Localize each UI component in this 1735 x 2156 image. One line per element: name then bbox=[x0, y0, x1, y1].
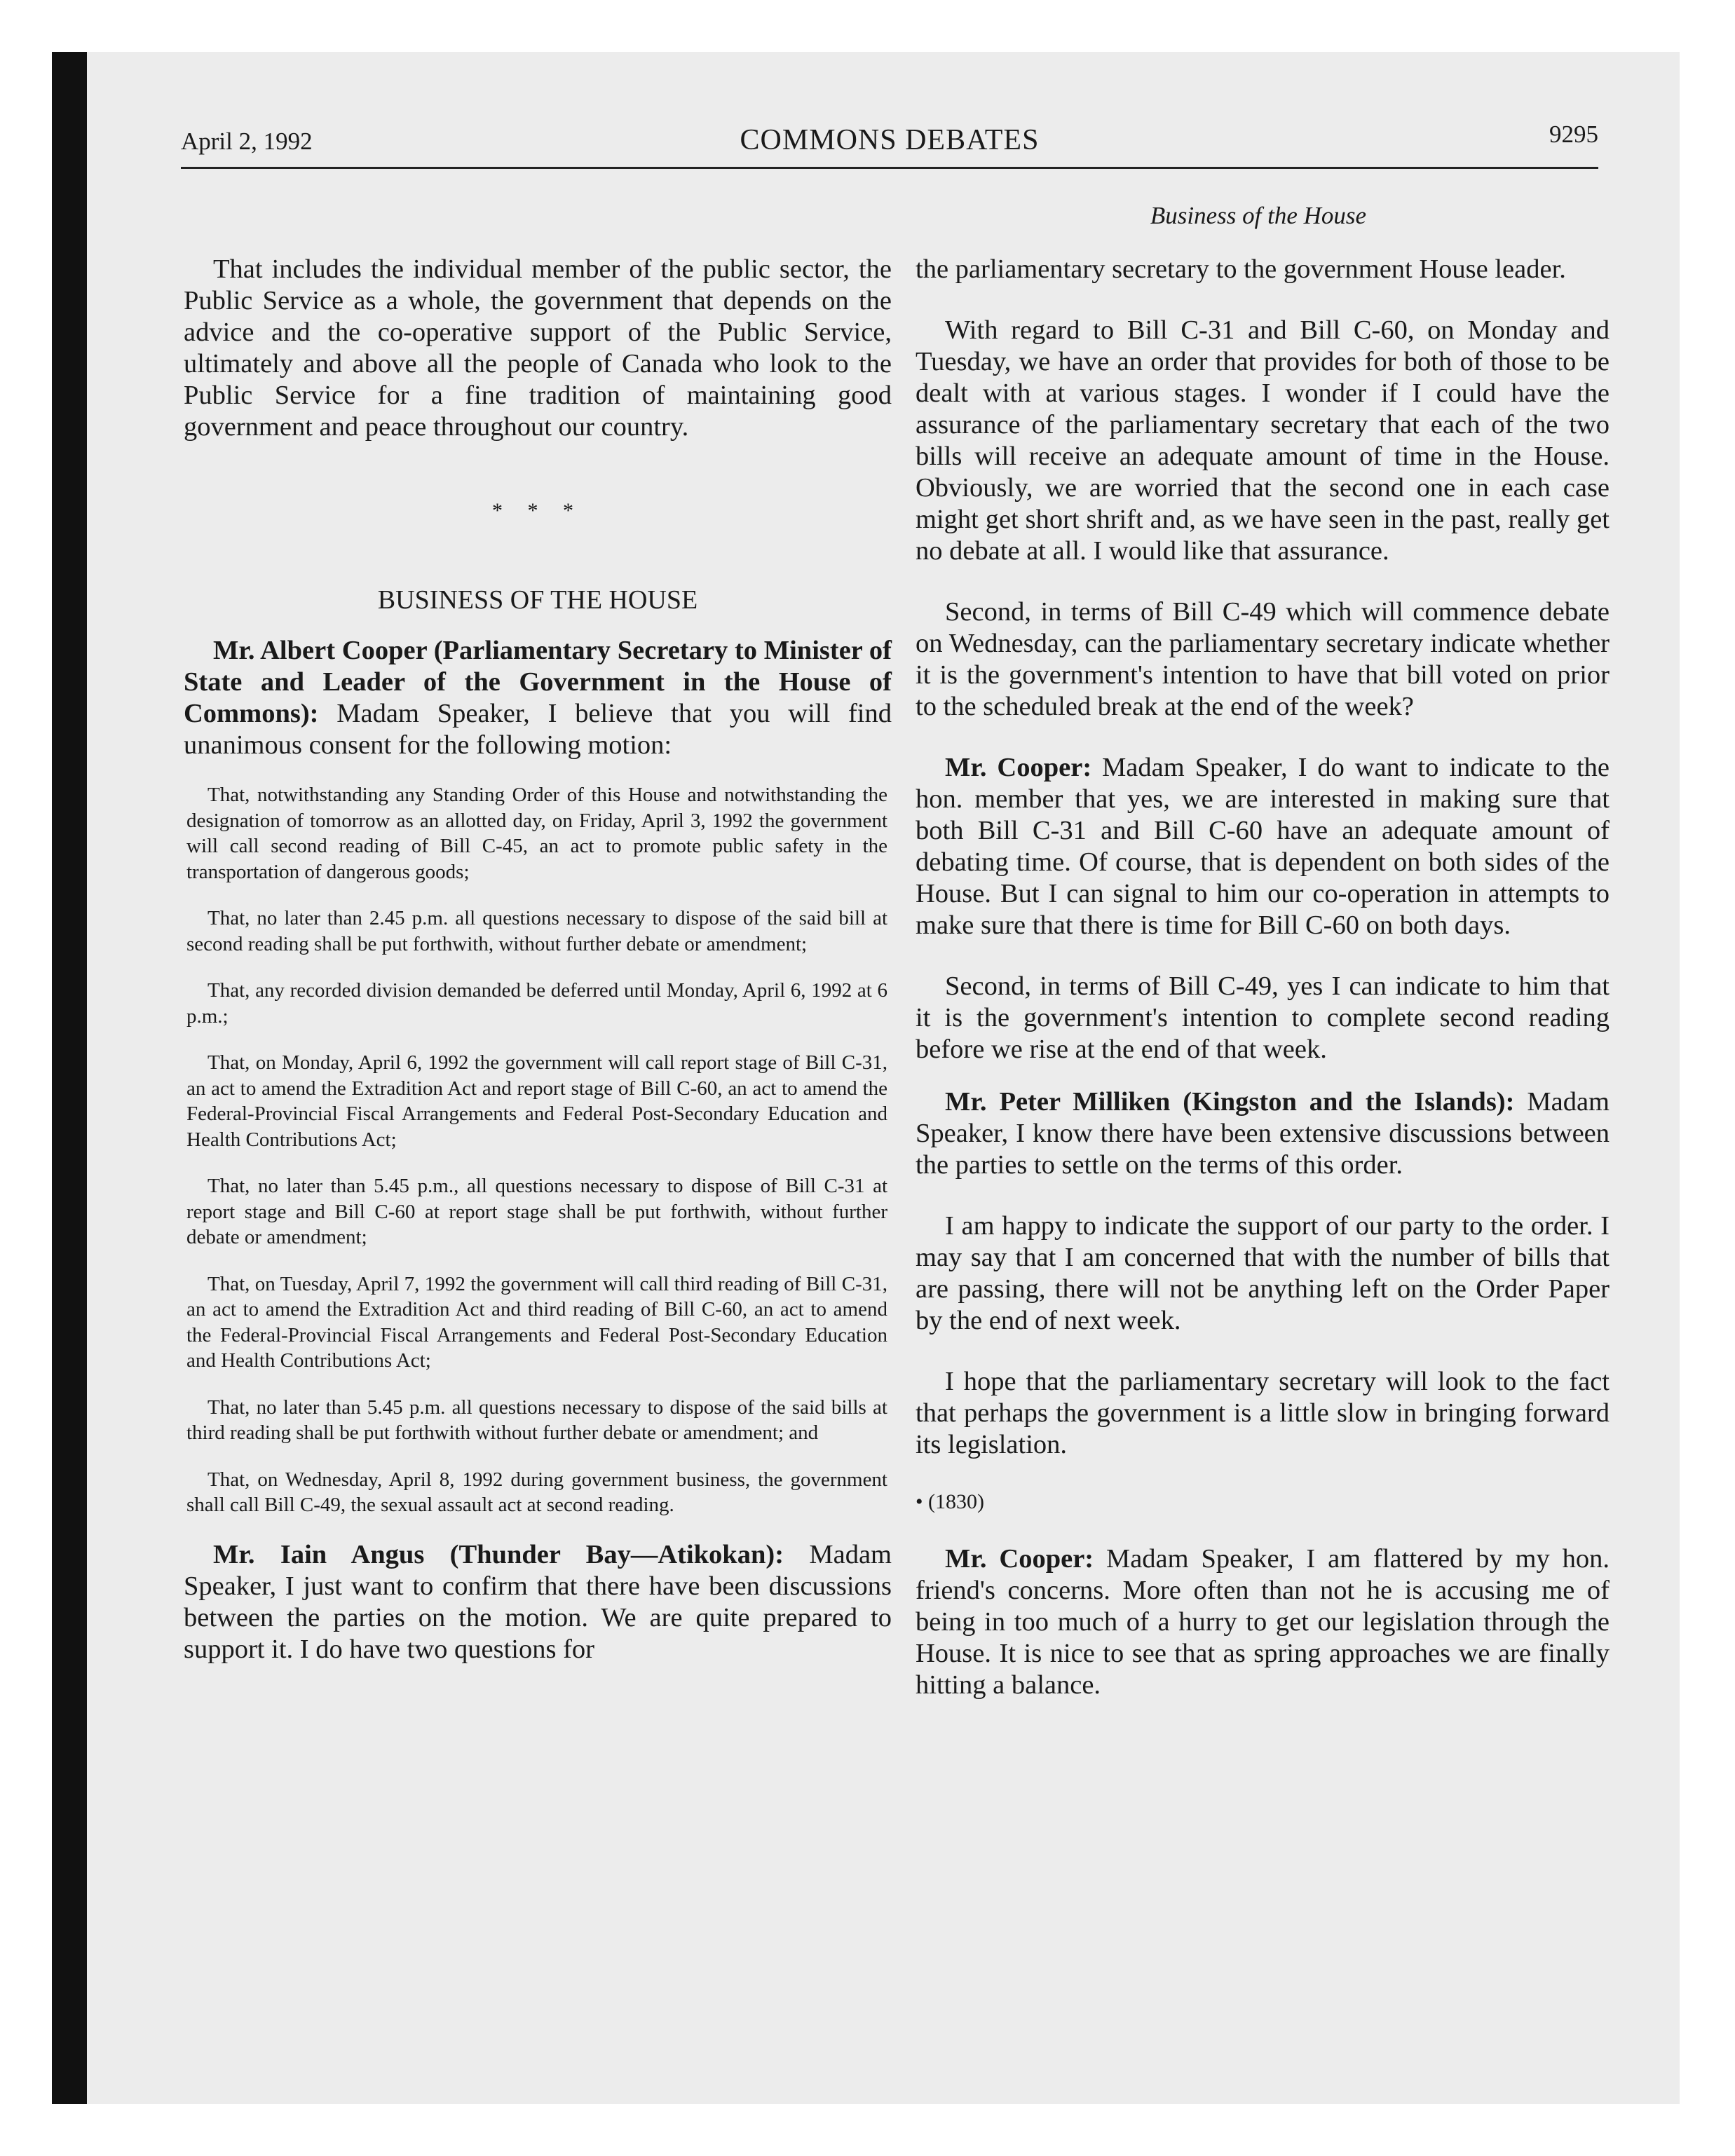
right-column bbox=[916, 254, 1610, 1701]
header-title: COMMONS DEBATES bbox=[740, 124, 1040, 156]
milliken-paragraph-3: I hope that the parliamentary secretary will look to the fact that perhaps the government is a little slow in bringing forward its legislation. bbox=[916, 1367, 1610, 1459]
motion-clause: That, on Wednesday, April 8, 1992 during government business, the government shall call Bill C-49, the sexual assault act at second reading. bbox=[186, 1468, 887, 1516]
angus-intervention bbox=[184, 1539, 892, 1665]
section-separator: * * * bbox=[492, 499, 583, 522]
header-rule bbox=[181, 167, 1598, 169]
header-date: April 2, 1992 bbox=[181, 128, 313, 155]
scan-black-margin bbox=[52, 52, 87, 2104]
motion-clause: That, no later than 5.45 p.m. all questions necessary to dispose of the said bills at third reading shall be put forthwith without further debate or amendment; and bbox=[186, 1396, 887, 1444]
angus-paragraph-3: Second, in terms of Bill C-49 which will commence debate on Wednesday, can the parliamentary secretary indicate whether it is the government's intention to have that bill voted on prior to the scheduled break at the end of the week? bbox=[916, 597, 1610, 721]
speaker-name: Mr. Albert Cooper (Parliamentary Secretary to Minister of State and Leader of the Government in the House of Commons): bbox=[184, 636, 892, 728]
speech-text: Madam Speaker, I am flattered by my hon. friend's concerns. More often than not he is accusing me of being in too much of a hurry to get our legislation through the House. It is nice to see that as spring approaches we are finally hitting a balance. bbox=[916, 1544, 1610, 1700]
speech-text: Madam Speaker, I do want to indicate to the hon. member that yes, we are interested in making sure that both Bill C-31 and Bill C-60 have an adequate amount of debating time. Of course, that is dependent on both sides of the House. But I can signal to him our co-operation in attempts to make sure that there is time for Bill C-60 on both days. bbox=[916, 753, 1610, 940]
speech-text: Madam Speaker, I just want to confirm that there have been discussions between the parties on the motion. We are quite prepared to support it. I do have two questions for bbox=[184, 1539, 892, 1664]
cooper-paragraph-2: Second, in terms of Bill C-49, yes I can indicate to him that it is the government's intention to complete second reading before we rise at the end of that week. bbox=[916, 971, 1610, 1064]
speaker-name: Mr. Peter Milliken (Kingston and the Islands): bbox=[945, 1087, 1515, 1117]
motion-clause: That, notwithstanding any Standing Order of this House and notwithstanding the designation of tomorrow as an allotted day, on Friday, April 3, 1992 the government will call second reading of Bill C-45, an act to promote public safety in the transportation of dangerous goods; bbox=[186, 784, 887, 883]
motion-clause: That, on Monday, April 6, 1992 the government will call report stage of Bill C-31, an act to amend the Extradition Act and report stage of Bill C-60, an act to amend the Federal-Provincial Fiscal Arrangements and Federal Post-Secondary Education and Health Contributions Act; bbox=[186, 1051, 887, 1151]
motion-clause: That, no later than 5.45 p.m., all questions necessary to dispose of Bill C-31 at report stage and Bill C-60 at report stage shall be put forthwith, without further debate or amendment; bbox=[186, 1175, 887, 1248]
speaker-name: Mr. Cooper: bbox=[945, 753, 1092, 782]
cooper-intervention bbox=[184, 635, 892, 761]
motion-text bbox=[184, 782, 892, 1518]
motion-clause: That, no later than 2.45 p.m. all questions necessary to dispose of the said bill at second reading shall be put forthwith, without further debate or amendment; bbox=[186, 907, 887, 955]
speaker-name: Mr. Iain Angus (Thunder Bay—Atikokan): bbox=[213, 1539, 784, 1569]
speaker-name: Mr. Cooper: bbox=[945, 1544, 1094, 1574]
timestamp: • (1830) bbox=[916, 1490, 984, 1513]
motion-clause: That, any recorded division demanded be deferred until Monday, April 6, 1992 at 6 p.m.; bbox=[186, 979, 887, 1028]
intro-paragraph: That includes the individual member of the public sector, the Public Service as a whole, the government that depends on the advice and the co-operative support of the Public Service, ultimately and above all the people of Canada who look to the Public Service for a fine tradition of maintaining good government and peace throughout our country. bbox=[184, 254, 892, 442]
header-page-number: 9295 bbox=[1549, 121, 1598, 148]
speech-text: Madam Speaker, I know there have been extensive discussions between the parties to settle on the terms of this order. bbox=[916, 1087, 1610, 1180]
running-head: Business of the House bbox=[1150, 202, 1367, 229]
page-header bbox=[181, 123, 1598, 165]
continued-paragraph: the parliamentary secretary to the government House leader. bbox=[916, 254, 1566, 284]
left-column bbox=[184, 254, 892, 1665]
speech-text: Madam Speaker, I believe that you will find unanimous consent for the following motion: bbox=[184, 699, 892, 760]
section-title: BUSINESS OF THE HOUSE bbox=[377, 585, 698, 615]
milliken-paragraph-2: I am happy to indicate the support of our party to the order. I may say that I am concerned that with the number of bills that are passing, there will not be anything left on the Order Paper by the end of next week. bbox=[916, 1211, 1610, 1335]
milliken-intervention bbox=[916, 1086, 1610, 1181]
motion-clause: That, on Tuesday, April 7, 1992 the government will call third reading of Bill C-31, an act to amend the Extradition Act and third reading of Bill C-60, an act to amend the Federal-Provincial Fiscal Arrangements and Federal Post-Secondary Education and Health Contributions Act; bbox=[186, 1272, 887, 1372]
angus-paragraph-2: With regard to Bill C-31 and Bill C-60, on Monday and Tuesday, we have an order that provides for both of those to be dealt with at various stages. I wonder if I could have the assurance of the parliamentary secretary that each of the two bills will receive an adequate amount of time in the House. Obviously, we are worried that the second one in each case might get short shrift and, as we have seen in the past, really get no debate at all. I would like that assurance. bbox=[916, 315, 1610, 566]
cooper-reply-2 bbox=[916, 1543, 1610, 1701]
cooper-reply-1 bbox=[916, 752, 1610, 941]
